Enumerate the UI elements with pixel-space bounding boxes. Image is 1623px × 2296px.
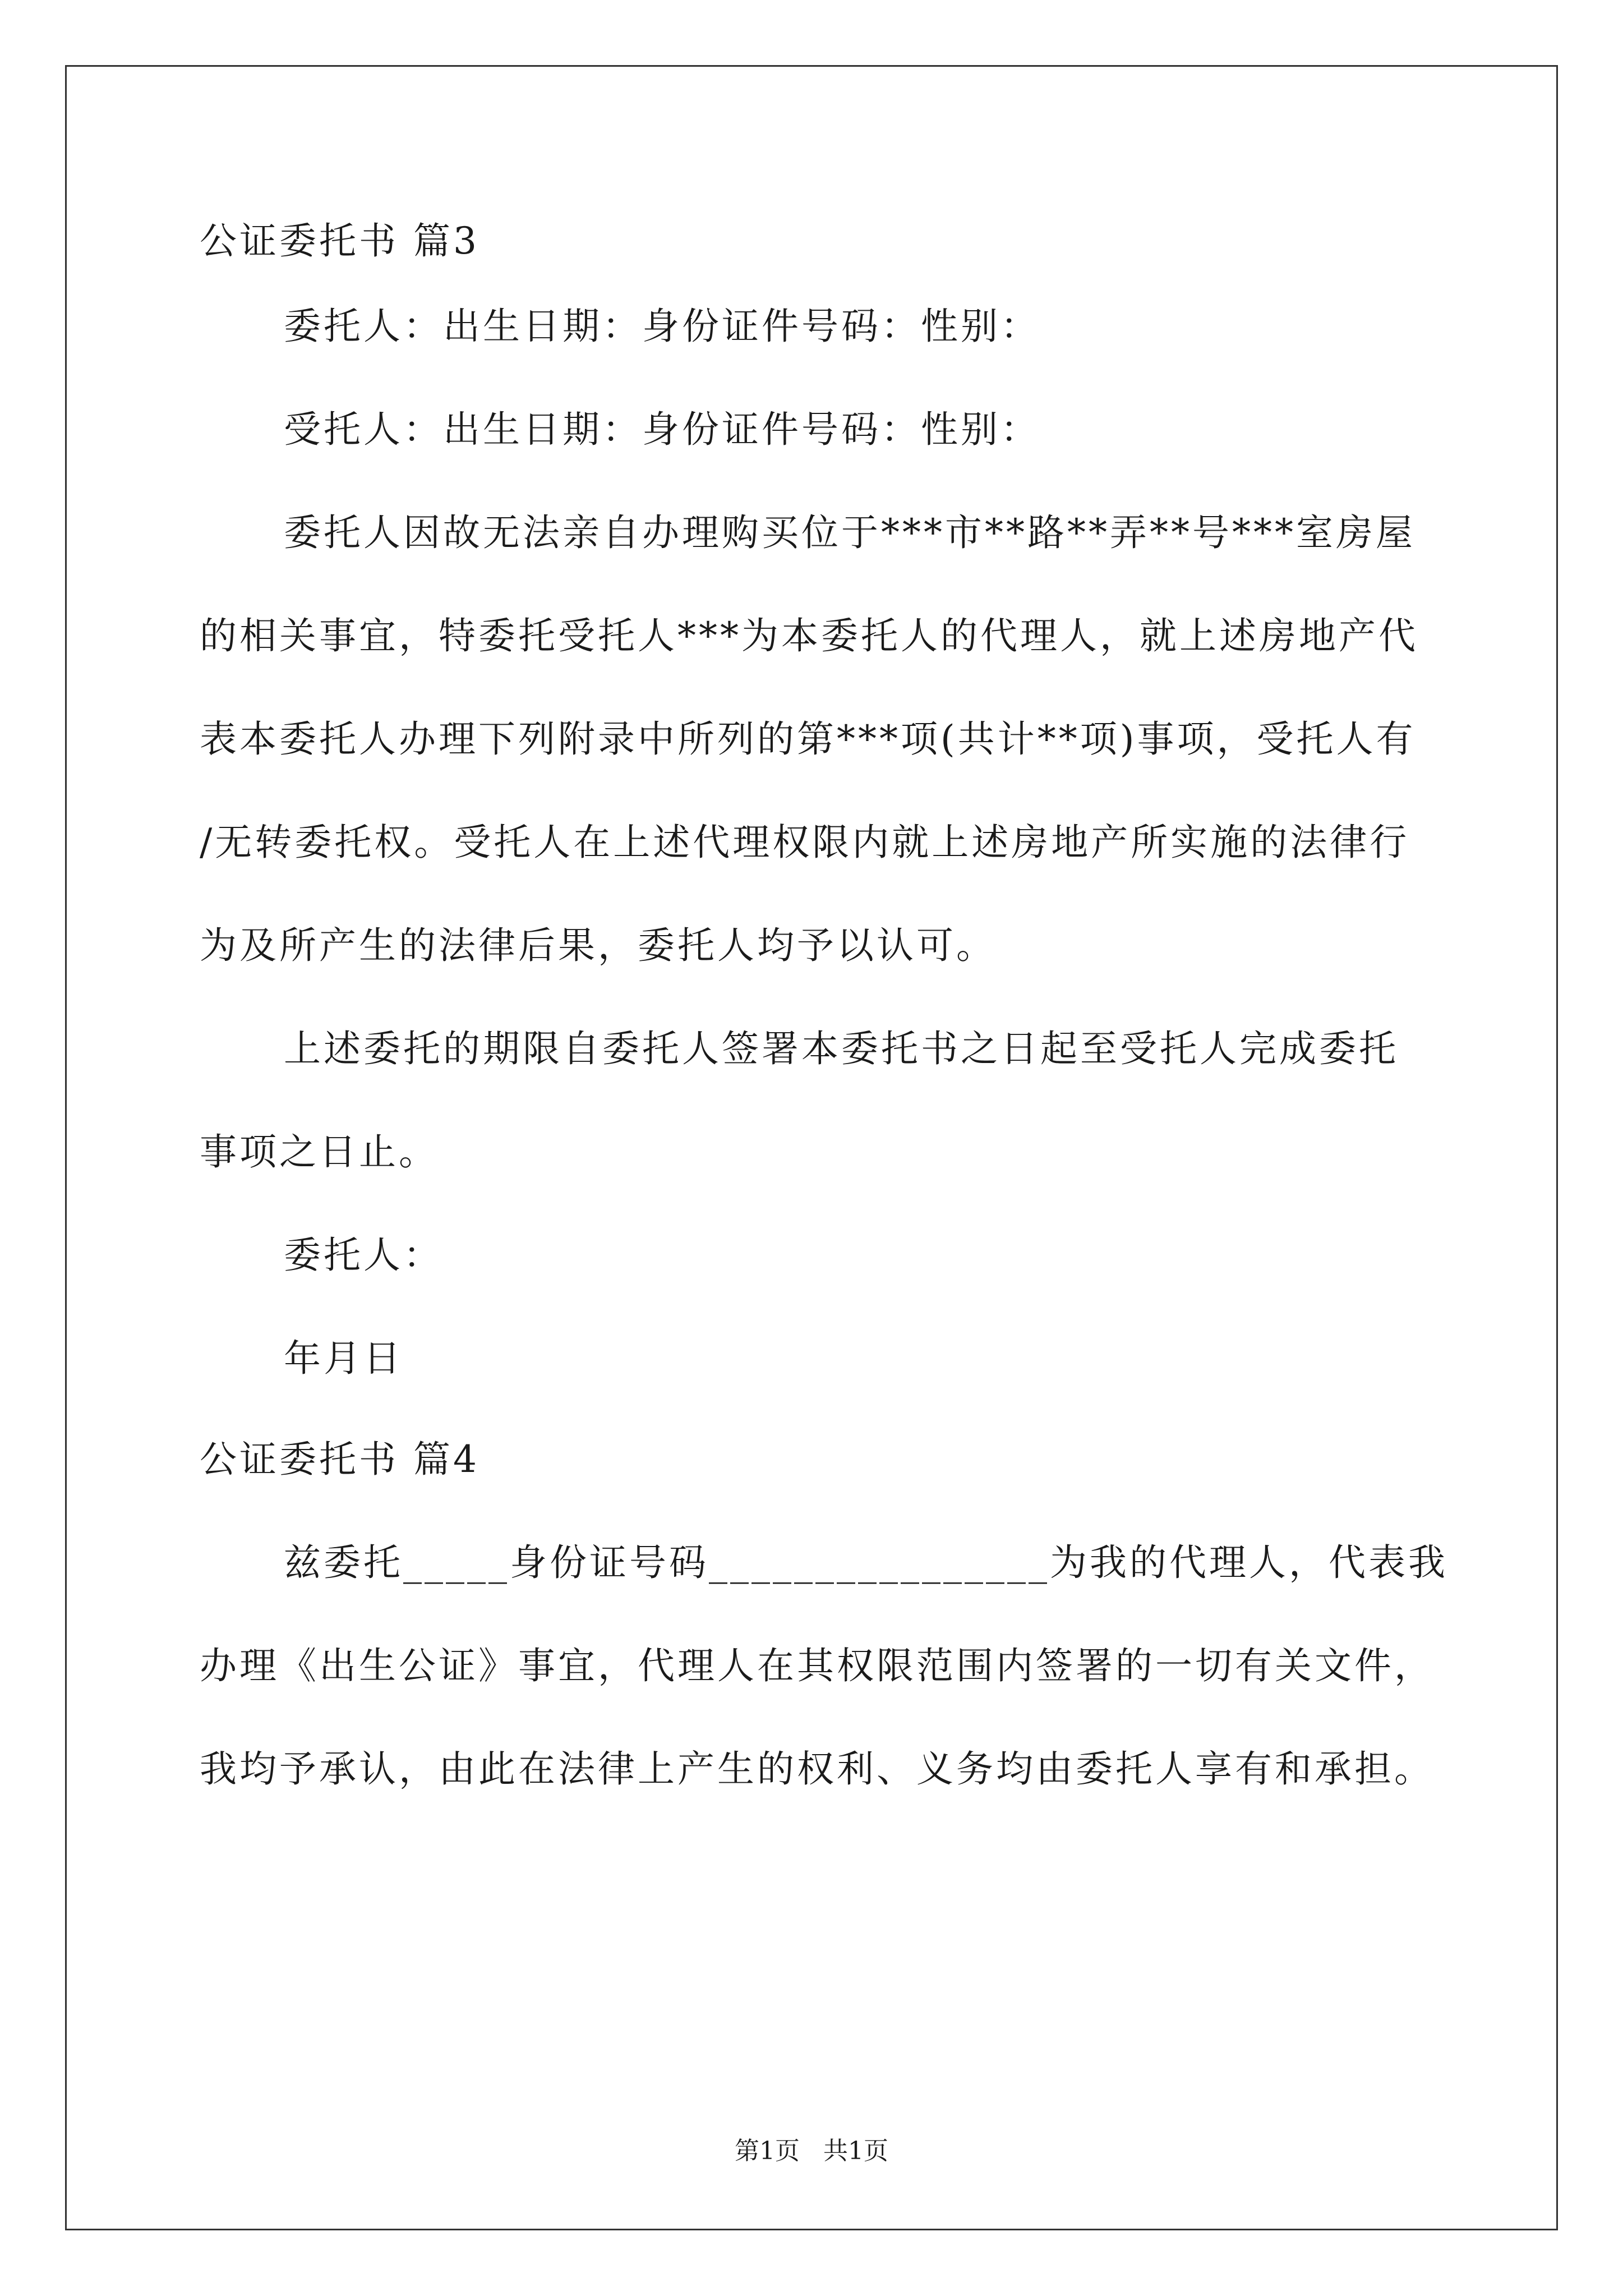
paragraph-line: 的相关事宜，特委托受托人***为本委托人的代理人，就上述房地产代 [200,614,1418,657]
date-label: 年月日 [284,1337,403,1380]
paragraph-line: 上述委托的期限自委托人签署本委托书之日起至受托人完成委托 [284,1027,1399,1070]
paragraph-line: 我均予承认，由此在法律上产生的权利、义务均由委托人享有和承担。 [200,1747,1434,1791]
paragraph-line: 办理《出生公证》事宜，代理人在其权限范围内签署的一切有关文件， [200,1644,1434,1687]
paragraph-line: /无转委托权。受托人在上述代理权限内就上述房地产所实施的法律行 [200,821,1410,864]
principal-info-line: 委托人：出生日期：身份证件号码：性别： [284,305,1040,348]
paragraph-line: 表本委托人办理下列附录中所列的第***项(共计**项)事项，受托人有 [200,717,1416,761]
page-footer: 第1页 共1页 [735,2137,888,2165]
paragraph-line: 为及所产生的法律后果，委托人均予以认可。 [200,924,996,967]
paragraph-line: 兹委托_____身份证号码________________为我的代理人，代表我 [284,1541,1448,1584]
paragraph-line: 委托人因故无法亲自办理购买位于***市**路**弄**号***室房屋 [284,511,1415,554]
section-title-4: 公证委托书 篇4 [200,1438,479,1481]
paragraph-line: 事项之日止。 [200,1130,439,1174]
agent-info-line: 受托人：出生日期：身份证件号码：性别： [284,408,1040,451]
signature-label: 委托人： [284,1234,443,1277]
section-title-3: 公证委托书 篇3 [200,219,479,263]
